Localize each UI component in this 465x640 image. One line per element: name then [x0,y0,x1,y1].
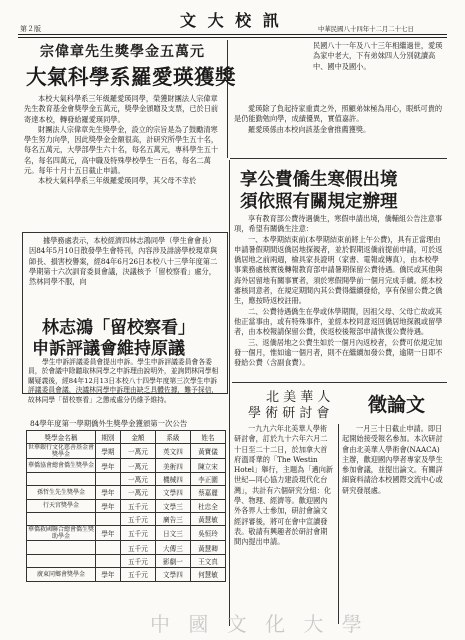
paragraph: 一月三十日截止申請。即日起開始接受報名參加。本次研討會由北美華人學術會(NAACA)主辦，歡迎國內學者專家及學生參加會議，並提出論文。有關詳細資料請洽本校國際交流中心或研究發展處。 [342,424,443,495]
table-header-cell: 獎學金名稱 [27,431,96,444]
table-cell: 廣告三 [155,512,190,525]
table-cell: 王文真 [190,554,225,567]
seminar-col-2 [342,424,446,496]
table-cell [27,512,96,525]
table-header-cell: 金額 [120,431,155,444]
table-cell: 吳恒玲 [190,526,225,541]
paragraph: 據學務處表示，本校經濟四林志鴻同學（學生會會長）因84年5月10日散發學生會特刊，內容涉及誹謗學校現章與師長、損害校譽案，經84年6月26日本校八十三學年度第二學期第十六次訓育委員會議，決議核予「留校察看」處分，然林同學不服，向 [29,236,218,287]
table-cell: 英文四 [155,444,190,459]
table-cell: 陳立宋 [190,459,225,472]
table-header-cell: 姓名 [190,431,225,444]
table-cell: 黃慧卿 [190,541,225,554]
table-header-cell: 期別 [96,431,121,444]
paragraph: 財團法人宗偉章先生獎學金，設立的宗旨是為了鼓勵清寒學生努力向學，因此獎學金金額很高，計研究所學生五十名，每名五萬元，大學部學生六十名，每名五萬元，專科學生五十名，每名四萬元，高中職及特殊學校學生一百名，每名二萬元。每年十月十五日截止申請。 [24,124,219,176]
table-header-row [27,431,226,444]
table-cell: 五千元 [120,512,155,525]
table-cell: 蔡嘉麗 [190,486,225,499]
article-body [24,94,224,187]
table-cell: 孫哲生先生獎學金 [27,486,96,499]
table-caption: 84學年度第一學期僑外生獎學金獲頒第一次公告 [30,419,188,428]
table-cell: 一萬元 [120,486,155,499]
scholarship-table [26,430,226,582]
table-cell [27,472,96,485]
article-continuation [313,41,445,72]
table-cell: 文學四 [155,568,190,581]
paragraph: 一、本學期結束前(本學期結束前將上午公費)，具有正當理由申請暑假期間返僑居地探親者，並於假期返僑前提前申請，可於返僑居地之前兩週，檢具家長證明（家書、電報或傳真），由本校學事業務處核實後轉報教育部申請暑期保留公費待遇。僑民或其他與海外居留地有關事實者，須於寒假開學前一個月完成手續。經本校審核同意者，在規定期間內其公費得繼續發給，享有保留公費之僑生，應按時返校註冊。 [234,234,443,306]
appeal-body-2 [28,358,222,405]
seminar-title-2: 學 術 研 討 會 [248,406,330,421]
table-cell: 華僑協會總會僑生獎學金 [27,459,96,472]
table-cell: 華僑救國聯合總會僑生獎助學金 [28,526,95,541]
paragraph: 羅愛瑛係由本校向該基金會推薦獲獎。 [248,124,371,134]
appeal-headline-2: 申訴評議會維持原議 [32,339,185,359]
table-row [27,554,226,567]
article-headline: 大氣科學系羅愛瑛獲獎 [26,65,236,89]
table-cell: 黃寶儀 [190,444,225,459]
table-row [27,459,226,472]
seminar-title-1: 北 美 華 人 [266,390,331,405]
table-row [27,499,226,512]
table-cell: 學年 [96,459,121,472]
page-number: 第２版 [20,25,41,33]
table-row [27,568,226,581]
table-cell: 影劇一 [155,554,190,567]
table-cell [96,554,121,567]
table-cell [27,554,96,567]
paragraph: 愛瑛除了負起持家重責之外，照顧弟妹極為用心，眼紙可貴的是仍能勤勉向學，成績優異，實值嘉許。 [234,104,443,124]
table-cell: 五千元 [120,499,155,512]
table-cell: 學年 [96,568,121,581]
issue-date: 中華民國八十四年十二月二十七日 [318,25,414,33]
table-cell: 五千元 [120,554,155,567]
article-continuation-wide [234,104,448,135]
table-row [27,486,226,499]
paragraph: 享有教育部公費待遇僑生，寒假申請出境，僑輔組公告注意事項，希望有關僑生注意： [234,214,443,234]
paragraph: 本校大氣科學系三年級羅愛瑛同學，其父母不幸於 [38,176,197,186]
table-cell [27,541,96,554]
table-cell: 一萬元 [120,444,155,459]
table-cell: 一萬元 [120,459,155,472]
table-cell: 何慧敏 [190,568,225,581]
table-cell: 文學三 [155,499,190,512]
table-cell: 五千元 [120,568,155,581]
table-cell [96,472,121,485]
table-cell: 學年 [96,499,121,512]
table-cell: 五千元 [120,526,155,541]
table-row [27,541,226,554]
paragraph: 民國八十一年及八十三年相繼過世，愛瑛為家中老大，下有弟妹四人分別就讀高中、國中及國小。 [313,41,443,71]
table-cell: 世華銀行文化慈善基金會獎學金 [28,444,95,459]
table-cell: 學年 [96,526,121,541]
table-cell: 廣東同鄉會獎學金 [27,568,96,581]
table-cell: 李正圍 [190,472,225,485]
watermark: 中 國 文 化 大 學 [150,612,368,636]
table-header-cell: 系級 [155,431,190,444]
table-cell: 學年 [96,486,121,499]
table-cell: 黃慧敏 [190,512,225,525]
table-row [27,472,226,485]
seminar-col-1 [234,424,334,548]
table-cell: 行天宮獎學金 [27,499,96,512]
table-cell: 一萬元 [120,472,155,485]
table-cell [96,541,121,554]
table-cell: 文學四 [155,486,190,499]
call-for-papers-title: 徵論文 [368,394,426,416]
notice-headline-2: 須依照有關規定辦理 [240,192,398,212]
table-cell: 美術四 [155,459,190,472]
table-cell: 學期 [96,444,121,459]
article-kicker: 宗偉章先生獎學金五萬元 [40,44,205,60]
paragraph: 一九九六年北美華人學術研討會，訂於九十六年六月二十日至二十二日，於加拿大首府溫哥華的「The Westin Hotel」舉行，主題為「邁向新世紀—同心協力建設現代化台灣」，共計有六個研究分組：化學、物理、經濟等。歡迎國內外各界人士參加，研討會論文經評審後，將可在會中宣讀發表。敬請有興趣者於研討會期間內提出申請。 [234,424,334,547]
table-cell: 機械四 [155,472,190,485]
paragraph: 三、返僑居地之公費生如於一個月內返校者，公費可依規定加發一個月，惟如逾一個月者，則不在繼續加發公費，逾期一日即不發給公費（含副食費）。 [234,337,443,368]
appeal-headline-1: 林志鴻「留校察看」 [42,318,195,338]
paragraph: 學生申訴評議委員會提出申訴。學生申訴評議委員會各委員，於會議中除聽取林同學之申訴理由說明外，並詢問林同學相關疑義後，經84年12月13日本校八十四學年度第三次學生申訴評議委員會議，決議林同學申訴理由缺乏具體佐據，難予採信，故林同學「留校察看」之懲戒處分仍維予維持。 [28,358,219,404]
table-cell [96,512,121,525]
table-row [27,444,226,459]
table-row [27,512,226,525]
paragraph: 本校大氣科學系三年級羅愛瑛同學，榮獲財團法人宗偉章先生教育基金會獎學金五萬元，獎學金頒贈及支票，已於日前寄達本校，轉發給羅愛瑛同學。 [24,94,219,124]
table-cell: 五千元 [120,541,155,554]
table-cell: 杜忠全 [190,499,225,512]
table-cell: 大傳三 [155,541,190,554]
paragraph: 二、公費待遇僑生在學或休學期間，因祖父母、父母亡故或其他正當事由，或有特殊事件，並經本校同意返回僑居地探親或留學者，由本校報請保留公費，俟返校後報部申請恢復公費待遇。 [234,306,443,337]
notice-body [234,214,446,368]
masthead: 文 大 校 訊 [180,11,282,30]
table-row [27,526,226,541]
notice-headline-1: 享公費僑生寒假出境 [240,170,398,190]
table-cell: 日文三 [155,526,190,541]
